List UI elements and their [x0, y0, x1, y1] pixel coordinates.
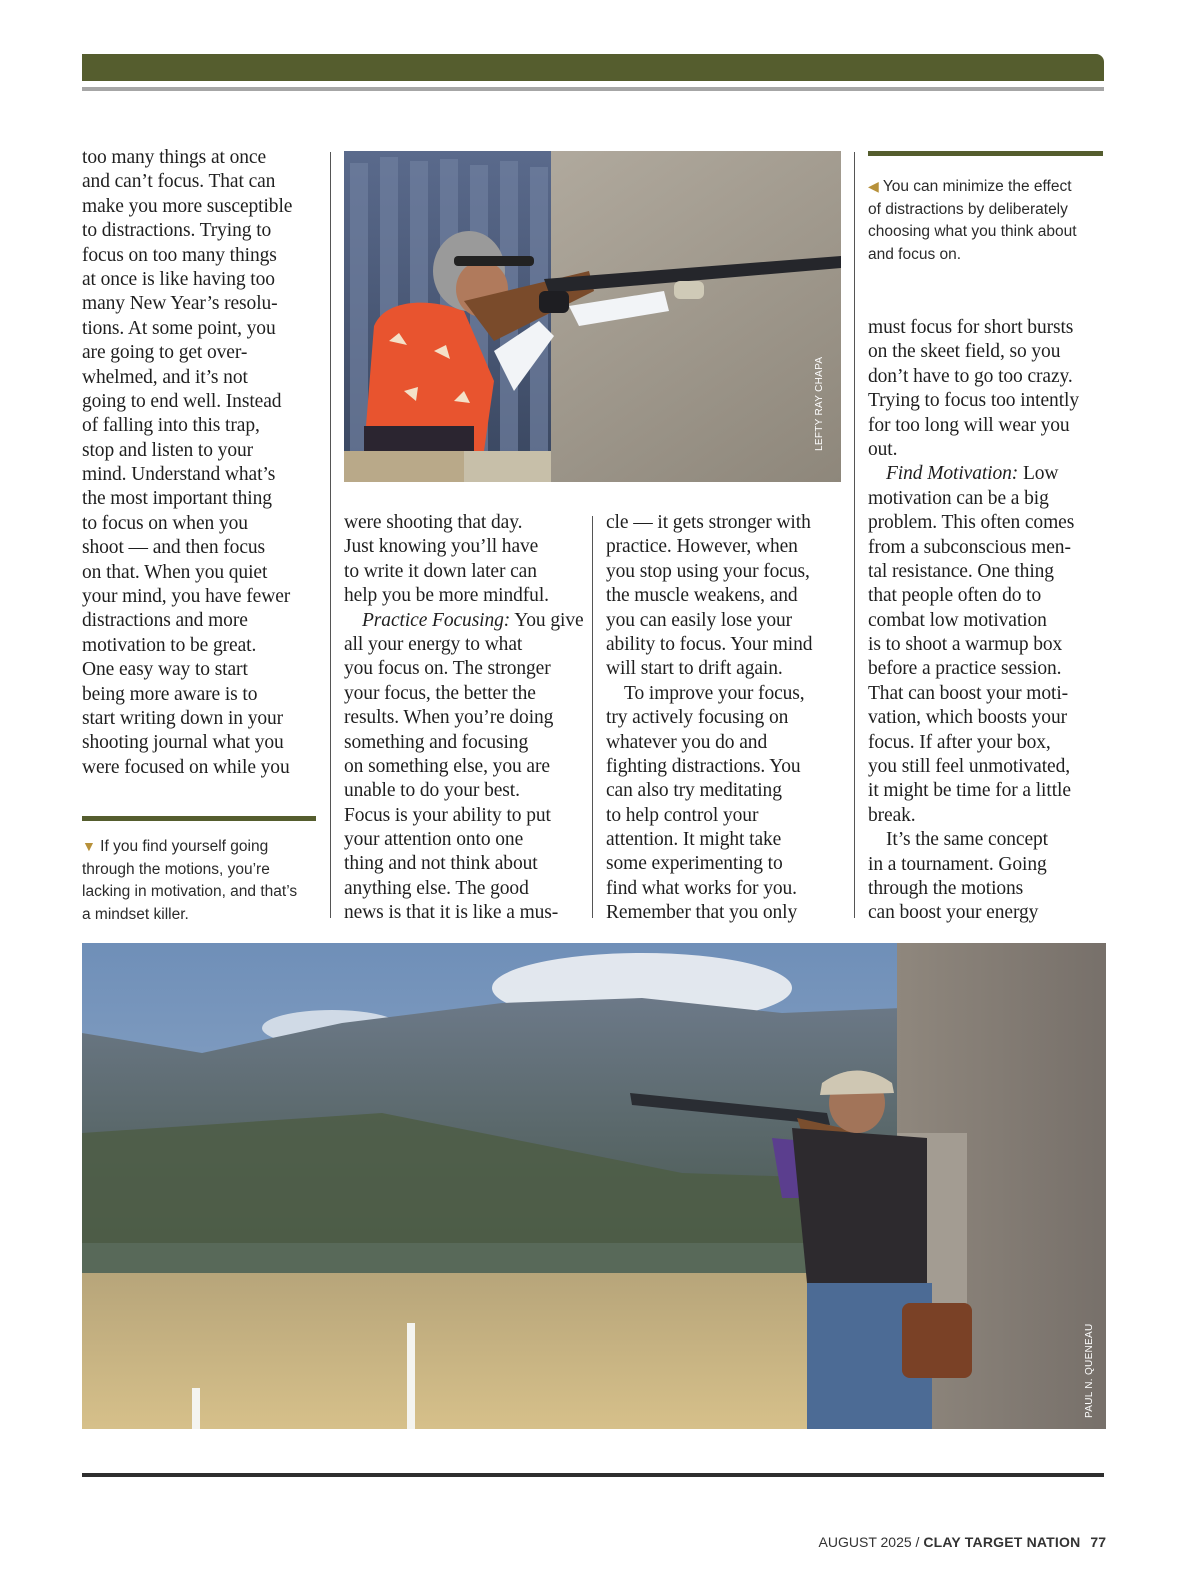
text-line: something and focusing	[344, 731, 529, 753]
paragraph-first-line: To improve your focus,	[624, 682, 805, 704]
text-line: thing and not think about	[344, 853, 538, 875]
text-line: to help control your	[606, 804, 759, 826]
text-line: in a tournament. Going	[868, 853, 1047, 875]
header-bar	[82, 54, 1104, 81]
photo-credit: PAUL N. QUENEAU	[1084, 1323, 1095, 1418]
page-number: 77	[1090, 1534, 1106, 1550]
text-line: help you be more mindful.	[344, 585, 549, 607]
text-line: whatever you do and	[606, 731, 768, 753]
text-line: and can’t focus. That can	[82, 171, 276, 193]
text-line: going to end well. Instead	[82, 390, 282, 412]
text-line: your focus, the better the	[344, 682, 536, 704]
text-line: Trying to focus too intently	[868, 390, 1079, 412]
text-line: don’t have to go too crazy.	[868, 365, 1073, 387]
subhead-rest: You give	[510, 609, 584, 631]
text-line: motivation to be great.	[82, 634, 257, 656]
caption-line: lacking in motivation, and that’s	[82, 883, 298, 900]
text-line: distractions and more	[82, 610, 248, 632]
text-line: vation, which boosts your	[868, 707, 1067, 729]
text-line: attention. It might take	[606, 829, 782, 851]
text-line: you can easily lose your	[606, 609, 793, 631]
text-line: were shooting that day.	[344, 512, 523, 533]
column-1	[82, 146, 292, 780]
text-line: practice. However, when	[606, 536, 798, 558]
column-2	[344, 511, 584, 926]
subhead: Find Motivation:	[886, 463, 1019, 485]
page-footer	[819, 1534, 1106, 1550]
column-3	[606, 511, 812, 926]
column-4	[868, 316, 1079, 926]
text-line: from a subconscious men-	[868, 536, 1071, 558]
text-line: start writing down in your	[82, 707, 284, 729]
subhead-line	[868, 462, 1079, 486]
text-line: focus. If after your box,	[868, 731, 1051, 753]
caption-line: a mindset killer.	[82, 905, 189, 923]
text-line: must focus for short bursts	[868, 317, 1074, 338]
text-line: is to shoot a warmup box	[868, 634, 1063, 656]
text-line: your mind, you have fewer	[82, 586, 291, 608]
text-line: to write it down later can	[344, 560, 537, 582]
text-line: Remember that you only	[606, 902, 798, 924]
triangle-left-icon: ◀	[868, 178, 879, 194]
text-line: the most important thing	[82, 488, 272, 510]
text-line: are going to get over-	[82, 342, 248, 364]
caption-line: through the motions, you’re	[82, 860, 270, 878]
caption-line: You can minimize the effect	[882, 178, 1072, 195]
footer-date: AUGUST 2025 /	[818, 1534, 924, 1550]
text-line: Just knowing you’ll have	[344, 536, 539, 558]
caption-line: and focus on.	[868, 245, 962, 263]
footer-magazine: CLAY TARGET NATION	[923, 1534, 1081, 1550]
text-line: anything else. The good	[344, 877, 529, 899]
text-line: Focus is your ability to put	[344, 804, 551, 826]
text-line: you still feel unmotivated,	[868, 756, 1071, 778]
text-line: some experimenting to	[606, 853, 783, 875]
text-line: find what works for you.	[606, 877, 797, 899]
text-line: to focus on when you	[82, 512, 248, 534]
text-line: being more aware is to	[82, 683, 258, 705]
paragraph-first-line: It’s the same concept	[886, 829, 1048, 851]
text-line: One easy way to start	[82, 659, 248, 681]
text-line: That can boost your moti-	[868, 682, 1069, 704]
text-line: all your energy to what	[344, 633, 523, 655]
text-line: unable to do your best.	[344, 780, 520, 802]
text-line: fighting distractions. You	[606, 755, 801, 777]
text-line: of falling into this trap,	[82, 415, 260, 437]
column-divider-2	[592, 516, 593, 918]
footer-rule	[82, 1473, 1104, 1477]
caption-rule-top	[868, 151, 1103, 156]
text-line: for too long will wear you	[868, 414, 1070, 436]
photo-man-shooter-image	[82, 943, 1106, 1429]
subhead-rest: Low	[1018, 463, 1059, 485]
text-line: that people often do to	[868, 585, 1042, 607]
photo-woman-shooter	[344, 151, 841, 482]
text-line: were focused on while you	[82, 756, 290, 778]
text-line: motivation can be a big	[868, 487, 1049, 509]
text-line: news is that it is like a mus-	[344, 902, 559, 924]
text-line: make you more susceptible	[82, 195, 293, 217]
caption-line: If you find yourself going	[100, 838, 269, 855]
text-line: too many things at once	[82, 147, 266, 168]
column-divider-1	[330, 152, 331, 918]
text-line: cle — it gets stronger with	[606, 512, 811, 533]
text-line: tions. At some point, you	[82, 317, 276, 339]
text-line: results. When you’re doing	[344, 707, 554, 729]
text-line: shooting journal what you	[82, 732, 284, 754]
text-line: it might be time for a little	[868, 780, 1071, 802]
photo-man-shooter	[82, 943, 1106, 1429]
caption-line: of distractions by deliberately	[868, 200, 1068, 218]
column-divider-3	[854, 152, 855, 918]
text-line: at once is like having too	[82, 268, 275, 290]
text-line: stop and listen to your	[82, 439, 254, 461]
text-line: whelmed, and it’s not	[82, 366, 248, 388]
photo-credit: LEFTY RAY CHAPA	[814, 356, 825, 451]
text-line: can boost your energy	[868, 902, 1039, 924]
text-line: shoot — and then focus	[82, 537, 266, 559]
text-line: through the motions	[868, 877, 1024, 899]
text-line: you stop using your focus,	[606, 560, 810, 582]
text-line: on the skeet field, so you	[868, 341, 1061, 363]
triangle-down-icon: ▼	[82, 838, 96, 854]
text-line: out.	[868, 438, 898, 460]
subhead: Practice Focusing:	[362, 609, 511, 631]
text-line: you focus on. The stronger	[344, 658, 551, 680]
caption-line: choosing what you think about	[868, 223, 1077, 240]
caption-left	[82, 835, 297, 926]
text-line: before a practice session.	[868, 658, 1062, 680]
text-line: many New Year’s resolu-	[82, 293, 278, 315]
text-line: to distractions. Trying to	[82, 220, 272, 242]
caption-rule-left	[82, 816, 316, 821]
text-line: the muscle weakens, and	[606, 585, 798, 607]
text-line: combat low motivation	[868, 609, 1047, 631]
text-line: problem. This often comes	[868, 512, 1075, 534]
text-line: try actively focusing on	[606, 707, 789, 729]
text-line: ability to focus. Your mind	[606, 633, 813, 655]
text-line: tal resistance. One thing	[868, 560, 1054, 582]
photo-woman-shooter-image	[344, 151, 841, 482]
caption-top	[868, 175, 1077, 266]
text-line: focus on too many things	[82, 244, 277, 266]
text-line: will start to drift again.	[606, 658, 783, 680]
text-line: on that. When you quiet	[82, 561, 268, 583]
header-rule	[82, 87, 1104, 91]
text-line: your attention onto one	[344, 829, 524, 851]
text-line: mind. Understand what’s	[82, 464, 276, 486]
text-line: break.	[868, 804, 916, 826]
text-line: on something else, you are	[344, 755, 550, 777]
text-line: can also try meditating	[606, 780, 782, 802]
subhead-line	[344, 609, 584, 633]
